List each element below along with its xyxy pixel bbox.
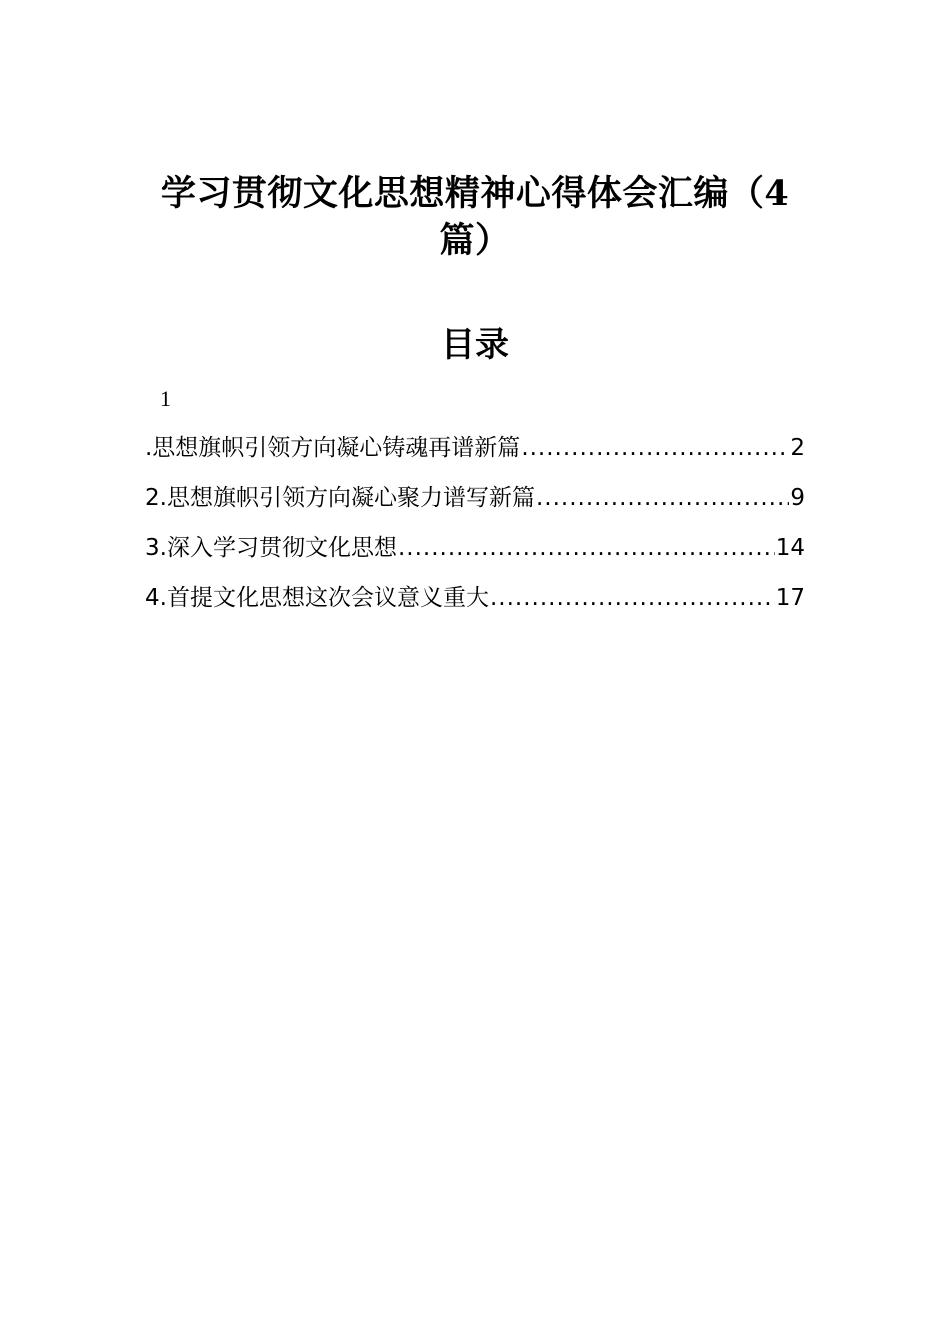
document-title	[150, 170, 800, 264]
toc-stray-number: 1	[160, 386, 171, 411]
toc-entry-page-number: 2	[790, 435, 805, 461]
toc-entry-2[interactable]	[145, 480, 805, 530]
toc-dot-leader	[398, 530, 775, 566]
toc-entry-page-number: 9	[790, 485, 805, 511]
toc-dot-leader	[490, 580, 775, 616]
toc-entry-label: .思想旗帜引领方向凝心铸魂再谱新篇	[145, 435, 521, 461]
toc-entry-page-number: 14	[775, 535, 805, 561]
toc-dot-leader	[521, 430, 789, 466]
toc-entry-label: 3.深入学习贯彻文化思想	[145, 535, 397, 561]
table-of-contents	[145, 430, 805, 630]
toc-heading: 目录	[441, 325, 509, 365]
toc-entry-3[interactable]	[145, 530, 805, 580]
toc-entry-label: 2.思想旗帜引领方向凝心聚力谱写新篇	[145, 485, 535, 511]
toc-entry-label: 4.首提文化思想这次会议意义重大	[145, 585, 489, 611]
toc-entry-page-number: 17	[775, 585, 805, 611]
toc-entry-1[interactable]	[145, 430, 805, 480]
document-title-line-1: 学习贯彻文化思想精神心得体会汇编（4	[160, 173, 790, 214]
toc-entry-4[interactable]	[145, 580, 805, 630]
document-title-line-2: 篇）	[439, 220, 511, 261]
toc-dot-leader	[536, 480, 789, 516]
